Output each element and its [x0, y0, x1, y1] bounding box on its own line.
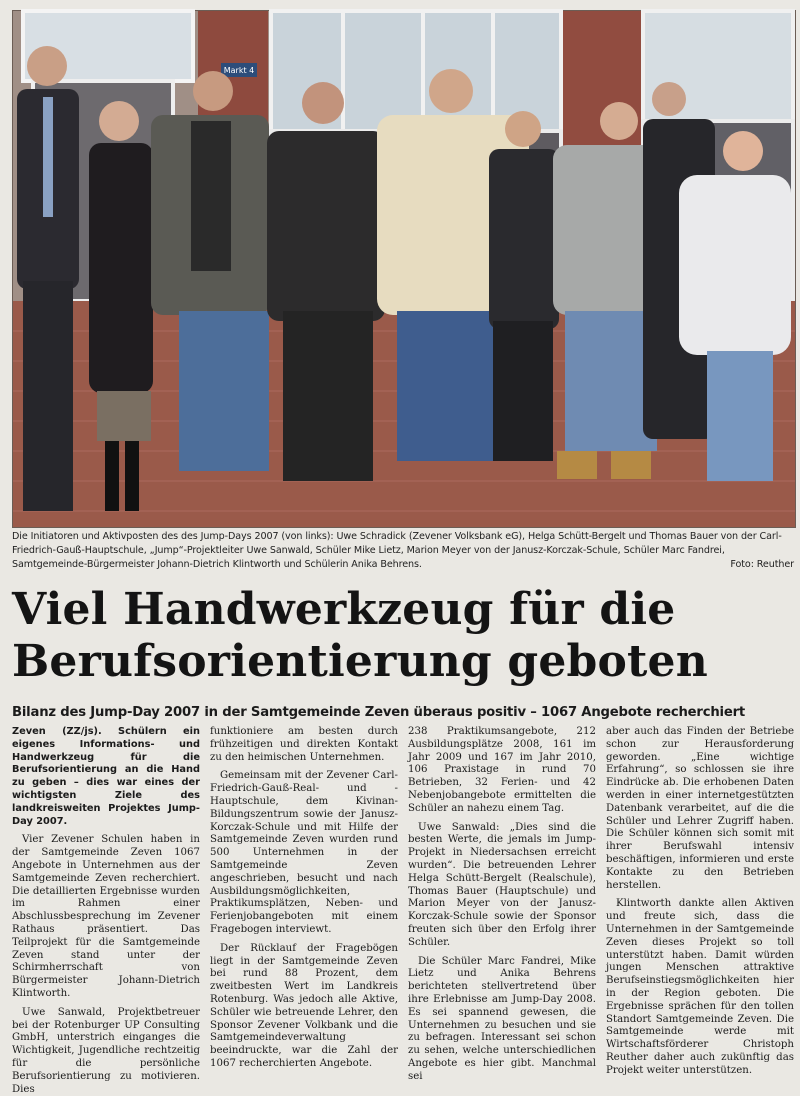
photo-caption: [12, 530, 794, 572]
article-paragraph: Uwe Sanwald, Projektbetreuer bei der Rotenburger UP Consulting GmbH, unterstrich einganges die Wichtigkeit, Jugendliche rechtzeitig für die persönliche Berufsorientierung zu motivieren. Dies: [12, 1006, 200, 1095]
article-lead: Zeven (ZZ/js). Schülern ein eigenes Informations- und Handwerkzeug für die Berufsorientierung an die Hand zu geben – dies war eines der wichtigsten Ziele des landkreisweiten Projektes Jump-Day 2007.: [12, 726, 200, 827]
subheadline: Bilanz des Jump-Day 2007 in der Samtgemeinde Zeven überaus positiv – 1067 Angebote recherchiert: [12, 705, 746, 720]
article-body: [12, 726, 798, 1095]
article-column-1: [12, 726, 200, 1095]
article-paragraph: Der Rücklauf der Fragebögen liegt in der Samtgemeinde Zeven bei rund 88 Prozent, dem zweitbesten Wert im Landkreis Rotenburg. Was jedoch alle Aktive, Schüler wie betreuende Lehrer, den Sponsor Zevener Volkbank und die Samtgemeindeverwaltung beeindruckte, war die Zahl der 1067 recherchierten Angebote.: [210, 942, 398, 1069]
article-column-2: [210, 726, 398, 1076]
caption-text: Die Initiatoren und Aktivposten des des Jump-Days 2007 (von links): Uwe Schradick (Zevener Volksbank eG), Helga Schütt-Bergelt und Thomas Bauer von der Carl-Friedrich-Gauß-Hauptschule, „Jump“-Projektleiter Uwe Sanwald, Schüler Mike Lietz, Marion Meyer von der Janusz-Korczak-Schule, Schüler Marc Fandrei, Samtgemeinde-Bürgermeister Johann-Dietrich Klintworth und Schülerin Anika Behrens.: [12, 531, 782, 570]
article-column-3: [408, 726, 596, 1082]
headline-line-2: Berufsorientierung geboten: [12, 636, 708, 687]
photo-credit: Foto: Reuther: [730, 559, 794, 570]
article-paragraph: Vier Zevener Schulen haben in der Samtgemeinde Zeven 1067 Angebote in Unternehmen aus der Samtgemeinde Zeven recherchiert. Die detaillierten Ergebnisse wurden im Rahmen einer Abschlussbesprechung im Zevener Rathaus präsentiert. Das Teilprojekt für die Samtgemeinde Zeven stand unter der Schirmherrschaft von Bürgermeister Johann-Dietrich Klintworth.: [12, 834, 200, 999]
group-photo: [12, 10, 796, 528]
article-column-4: [606, 726, 794, 1076]
street-sign-text: Markt 4: [223, 66, 255, 75]
headline-line-1: Viel Handwerkzeug für die: [12, 584, 676, 635]
article-paragraph: Klintworth dankte allen Aktiven und freute sich, dass die Unternehmen in der Samtgemeinde Zeven dieses Projekt so toll unterstützt haben. Damit würden jungen Menschen attraktive Berufseinstiegsmöglichkeiten hier in der Region geboten. Die Ergebnisse sprächen für den tollen Standort Samtgemeinde Zeven. Die Samtgemeinde werde mit Wirtschaftsförderer Christoph Reuther daher auch zukünftig das Projekt weiter unterstützen.: [606, 898, 794, 1076]
article-paragraph: Die Schüler Marc Fandrei, Mike Lietz und Anika Behrens berichteten stellvertretend über ihre Erlebnisse am Jump-Day 2008. Es sei spannend gewesen, die Unternehmen zu besuchen und sie zu befragen. Interessant sei schon zu sehen, welche unterschiedlichen Angebote es hier gibt. Manchmal sei: [408, 955, 596, 1082]
article-paragraph: Gemeinsam mit der Zevener Carl-Friedrich-Gauß-Real- und -Hauptschule, dem Kivinan-Bildungszentrum sowie der Janusz-Korczak-Schule und mit Hilfe der Samtgemeinde Zeven wurden rund 500 Unternehmen in der Samtgemeinde Zeven angeschrieben, besucht und nach Ausbildungsmöglichkeiten, Praktikumsplätzen, Neben- und Ferienjobangeboten mit einem Fragebogen interviewt.: [210, 770, 398, 935]
headline: [12, 584, 792, 688]
article-paragraph: Uwe Sanwald: „Dies sind die besten Werte, die jemals im Jump-Projekt in Niedersachsen erreicht wurden“. Die betreuenden Lehrer Helga Schütt-Bergelt (Realschule), Thomas Bauer (Hauptschule) und Marion Meyer von der Janusz-Korczak-Schule sowie der Sponsor freuten sich über den Erfolg ihrer Schüler.: [408, 821, 596, 948]
article-paragraph: aber auch das Finden der Betriebe schon zur Herausforderung geworden. „Eine wichtige Erfahrung“, so schlossen sie ihre Eindrücke ab. Die erhobenen Daten werden in einer internetgestützten Datenbank verarbeitet, auf die die Schüler und Lehrer Zugriff haben. Die Schüler können sich somit mit ihrer Berufswahl intensiv beschäftigen, informieren und erste Kontakte zu den Betrieben herstellen.: [606, 726, 794, 891]
article-paragraph: funktioniere am besten durch frühzeitigen und direkten Kontakt zu den heimischen Unternehmen.: [210, 726, 398, 763]
article-paragraph: 238 Praktikumsangebote, 212 Ausbildungsplätze 2008, 161 im Jahr 2009 und 167 im Jahr 2010, 106 Praxistage in rund 70 Betrieben, 32 Ferien- und 42 Nebenjobangebote ermittelten die Schüler an nahezu einem Tag.: [408, 726, 596, 814]
